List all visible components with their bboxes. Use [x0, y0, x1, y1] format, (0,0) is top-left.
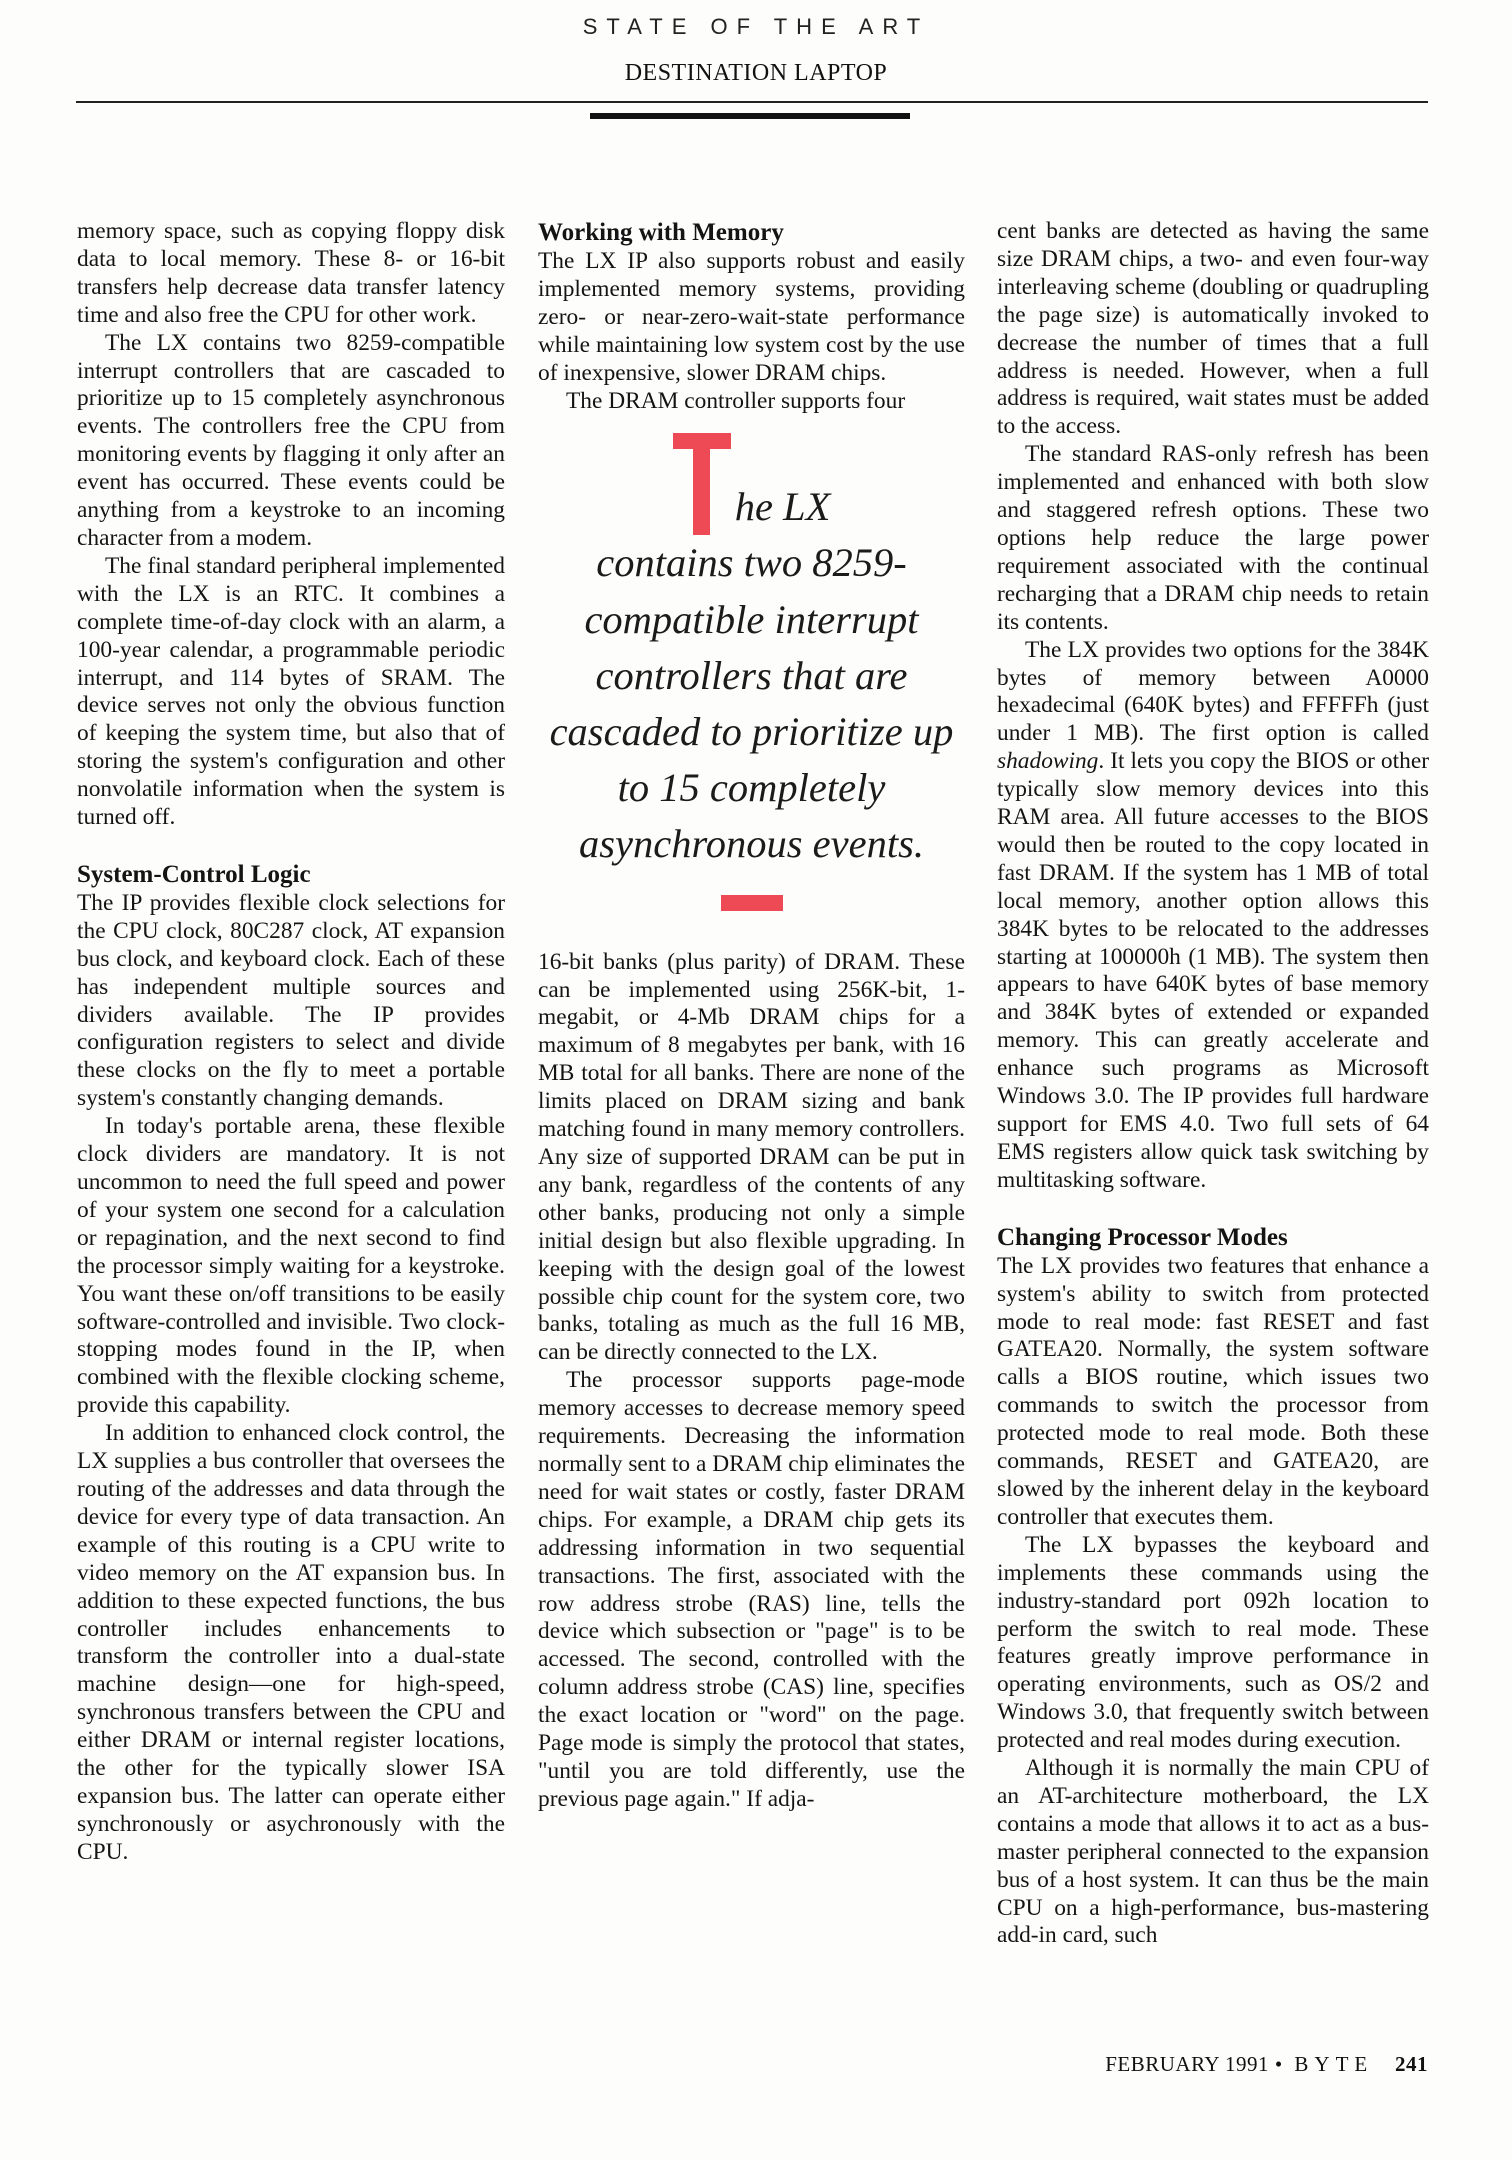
paragraph: In addition to enhanced clock control, the LX supplies a bus controller that oversees the routing of the addresses and data through the device for every type of data transaction. An example of this routing is a CPU write to video memory on the AT expansion bus. In addition to these expected functions, the bus controller includes enhancements to transform the controller into a dual-state machine design—one for high-speed, synchronous transfers between the CPU and either DRAM or internal register locations, the other for the typically slower ISA expansion bus. The latter can operate either synchronously or asychronously with the CPU. — [77, 1420, 505, 1865]
pull-quote — [538, 433, 965, 910]
paragraph: In today's portable arena, these flexible clock dividers are mandatory. It is not uncommon to need the full speed and power of your system one second for a calculation or repagination, and the next second to find the processor simply waiting for a keystroke. You want these on/off transitions to be easily software-controlled and invisible. Two clock-stopping modes found in the IP, when combined with the flexible clocking scheme, provide this capability. — [77, 1113, 505, 1419]
paragraph: Although it is normally the main CPU of an AT-architecture motherboard, the LX contains a mode that allows it to act as a bus-master peripheral connected to the expansion bus of a host system. It can thus be the main CPU on a high-performance, bus-mastering add-in card, such — [997, 1755, 1429, 1949]
paragraph: The LX bypasses the keyboard and implements these commands using the industry-standard port 092h location to perform the switch to real mode. These features greatly improve performance in operating environments, such as OS/2 and Windows 3.0, that frequently switch between protected and real modes during execution. — [997, 1531, 1429, 1754]
subheading-changing-processor-modes: Changing Processor Modes — [997, 1223, 1288, 1251]
drop-cap-t — [673, 433, 731, 535]
header-rule — [76, 101, 1428, 103]
paragraph: The processor supports page-mode memory accesses to decrease memory speed requirements. Decreasing the information normally sent to a DRAM chip eliminates the need for wait states or costly, faster DRAM chips. For example, a DRAM chip gets its addressing information in two sequential transactions. The first, associated with the row address strobe (RAS) line, tells the device which subsection or "page" is to be accessed. The second, controlled with the column address strobe (CAS) line, specifies the exact location or "word" on the page. Page mode is simply the protocol that states, "until you are told differently, use the previous page again." If adja- — [538, 1367, 965, 1812]
pull-quote-text: contains two 8259-compatible interrupt controllers that are cascaded to prioritize up to 15 completely asynchronous events. — [549, 540, 954, 867]
footer-separator: • — [1274, 2052, 1283, 2076]
paragraph: The final standard peripheral implemented with the LX is an RTC. It combines a complete time-of-day clock with an alarm, a 100-year calendar, a programmable periodic interrupt, and 114 bytes of SRAM. The device serves not only the obvious function of keeping the system time, but also that of storing the system's configuration and other nonvolatile information when the system is turned off. — [77, 552, 505, 831]
footer-date: FEBRUARY 1991 — [1105, 2052, 1270, 2076]
paragraph: memory space, such as copying floppy disk data to local memory. These 8- or 16-bit transfers help decrease data transfer latency time and also free the CPU for other work. — [77, 218, 505, 328]
column-2 — [538, 218, 965, 1814]
paragraph: The IP provides flexible clock selections for the CPU clock, 80C287 clock, AT expansion bus clock, and keyboard clock. Each of these has independent multiple sources and dividers available. The IP provides configuration registers to select and divide these clocks on the fly to meet a portable system's constantly changing demands. — [77, 889, 505, 1112]
page-footer — [1105, 2052, 1428, 2077]
paragraph: The LX provides two features that enhance a system's ability to switch from protected mode to real mode: fast RESET and fast GATEA20. Normally, the system software calls a BIOS routine, which issues two commands to switch the processor from protected mode to real mode. Both these commands, RESET and GATEA20, are slowed by the inherent delay in the keyboard controller that executes them. — [997, 1252, 1429, 1530]
pull-quote-first-line: he LX — [734, 484, 831, 530]
column-3 — [997, 218, 1429, 1950]
section-title: DESTINATION LAPTOP — [624, 60, 888, 86]
paragraph: The LX provides two options for the 384K bytes of memory between A0000 hexadecimal (640K bytes) and FFFFFh (just under 1 MB). The first option is called shadowing. It lets you copy the BIOS or other typically slow memory devices into this RAM area. All future accesses to the BIOS would then be routed to the copy located in fast DRAM. If the system has 1 MB of total local memory, another option allows this 384K bytes to be relocated to the addresses starting at 100000h (1 MB). The system then appears to have 640K bytes of base memory and 384K bytes of extended or expanded memory. This can greatly accelerate and enhance such programs as Microsoft Windows 3.0. The IP provides full hardware support for EMS 4.0. Two full sets of 64 EMS registers allow quick task switching by multitasking software. — [997, 636, 1429, 1193]
running-kicker: STATE OF THE ART — [582, 14, 930, 39]
paragraph: cent banks are detected as having the same size DRAM chips, a two- and even four-way interleaving scheme (doubling or quadrupling the page size) is automatically invoked to decrease the number of times that a full address is needed. However, when a full address is required, wait states must be added to the access. — [997, 218, 1429, 440]
italic-term: shadowing — [997, 748, 1099, 775]
paragraph: The LX contains two 8259-compatible interrupt controllers that are cascaded to prioritize up to 15 completely asynchronous events. The controllers free the CPU from monitoring events by flagging it only after an event has occurred. These events could be anything from a keystroke to an incoming character from a modem. — [77, 329, 505, 551]
header-rule-accent — [590, 113, 910, 119]
column-1 — [77, 218, 505, 1867]
paragraph: The LX IP also supports robust and easily implemented memory systems, providing zero- or near-zero-wait-state performance while maintaining low system cost by the use of inexpensive, slower DRAM chips. — [538, 248, 965, 386]
paragraph: The standard RAS-only refresh has been implemented and enhanced with both slow and staggered refresh options. These two options help reduce the large power requirement associated with the continual recharging that a DRAM chip needs to retain its contents. — [997, 441, 1429, 635]
paragraph: 16-bit banks (plus parity) of DRAM. These can be implemented using 256K-bit, 1-megabit, or 4-Mb DRAM chips for a maximum of 8 megabytes per bank, with 16 MB total for all banks. There are none of the limits placed on DRAM sizing and bank matching found in many memory controllers. Any size of supported DRAM can be put in any bank, regardless of the contents of any other banks, producing not only a simple initial design but also flexible upgrading. In keeping with the design goal of the lowest possible chip count for the system core, two banks, totaling as much as the full 16 MB, can be directly connected to the LX. — [538, 948, 965, 1366]
paragraph: The DRAM controller supports four — [566, 387, 906, 414]
subheading-system-control-logic: System-Control Logic — [77, 860, 311, 888]
pull-quote-end-mark — [721, 895, 783, 911]
footer-magazine: BYTE — [1294, 2052, 1374, 2076]
page-number: 241 — [1395, 2052, 1428, 2076]
subheading-working-with-memory: Working with Memory — [538, 219, 784, 246]
